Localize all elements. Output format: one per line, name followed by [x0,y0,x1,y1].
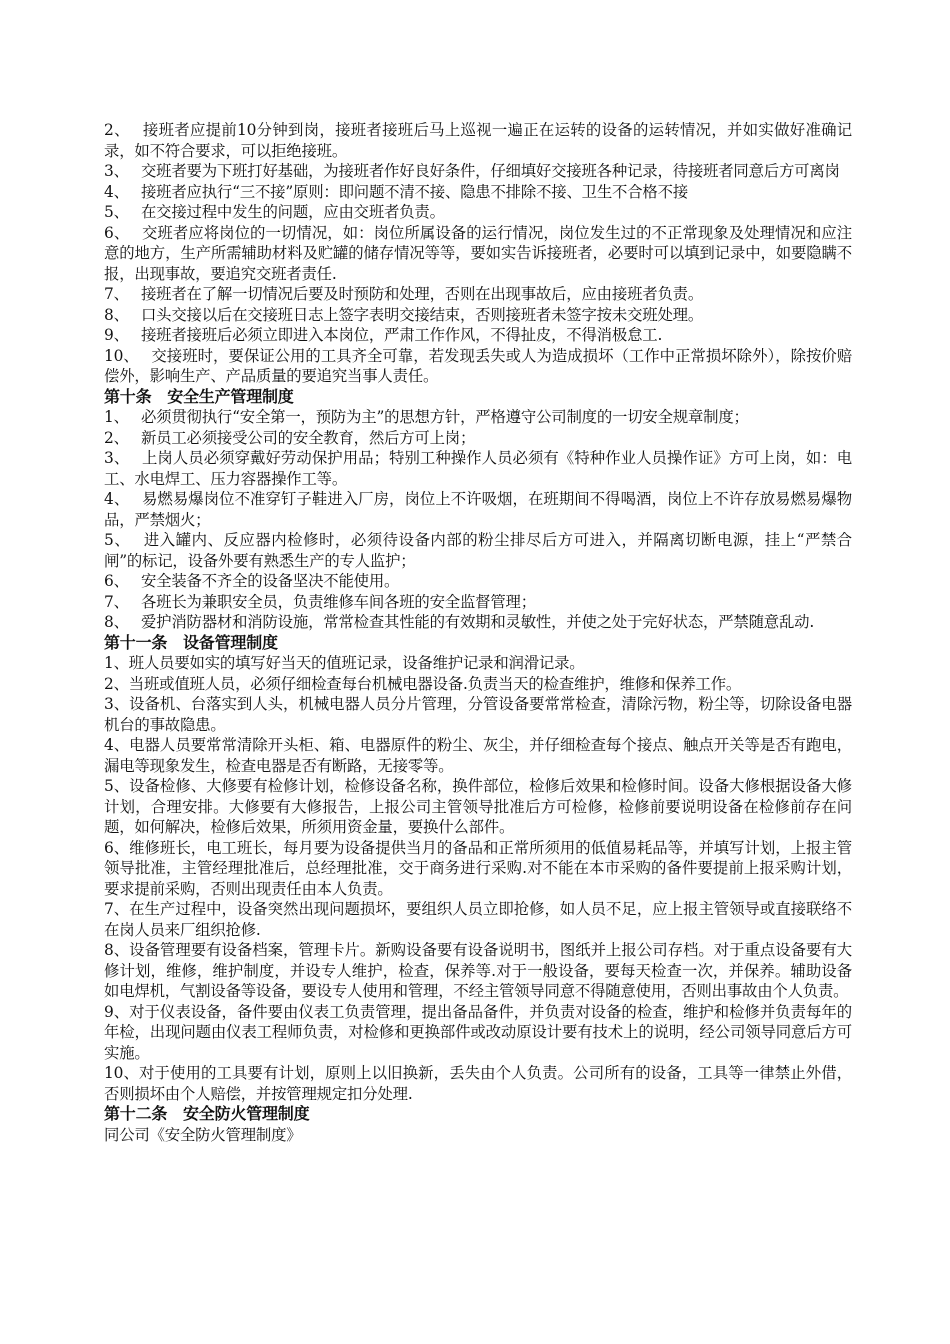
handover-item-2: 2、 接班者应提前10分钟到岗，接班者接班后马上巡视一遍正在运转的设备的运转情况，并如实做好准确记录，如不符合要求，可以拒绝接班。 [104,121,852,160]
equipment-item-1: 1、班人员要如实的填写好当天的值班记录，设备维护记录和润滑记录。 [104,654,585,672]
section-heading: 第十一条 设备管理制度 [104,632,278,652]
handover-item-7: 7、 接班者在了解一切情况后要及时预防和处理，否则在出现事故后，应由接班者负责。 [104,285,704,303]
equipment-item-9: 9、对于仪表设备，备件要由仪表工负责管理，提出备品备件，并负责对设备的检查，维护和检修并负责每年的年检，出现问题由仪表工程师负责，对检修和更换部件或改动原设计要有技术上的说明，经公司领导同意后方可实施。 [104,1002,852,1062]
section-equipment-management [104,633,852,1105]
safety-item-7: 7、 各班长为兼职安全员，负责维修车间各班的安全监督管理； [104,592,536,611]
safety-item-4: 4、 易燃易爆岗位不准穿钉子鞋进入厂房，岗位上不许吸烟，在班期间不得喝酒，岗位上不许存放易燃易爆物品，严禁烟火； [104,490,852,529]
equipment-item-5: 5、设备检修、大修要有检修计划，检修设备名称，换件部位，检修后效果和检修时间。设备大修根据设备大修计划，合理安排。大修要有大修报告，上报公司主管领导批准后方可检修，检修前要说明设备在检修前存在问题，如何解决，检修后效果，所须用资金量，要换什么部件。 [104,777,852,836]
handover-item-3: 3、 交班者要为下班打好基础，为接班者作好良好条件，仔细填好交接班各种记录，待接班者同意后方可离岗 [104,162,840,180]
safety-item-2: 2、 新员工必须接受公司的安全教育，然后方可上岗； [104,428,476,447]
equipment-item-7: 7、在生产过程中，设备突然出现问题损坏，要组织人员立即抢修，如人员不足，应上报主管领导或直接联络不在岗人员来厂组织抢修. [104,900,852,939]
equipment-item-3: 3、设备机、台落实到人头，机械电器人员分片管理，分管设备要常常检查，清除污物，粉尘等，切除设备电器机台的事故隐患。 [104,695,852,734]
fire-safety-item: 同公司《安全防火管理制度》 [104,1125,302,1144]
document-page [104,120,852,1145]
equipment-item-6: 6、维修班长，电工班长，每月要为设备提供当月的备品和正常所须用的低值易耗品等，并填写计划，上报主管领导批准，主管经理批准后，总经理批准，交于商务进行采购.对不能在本市采购的备件要提前上报采购计划，要求提前采购，否则出现责任由本人负责。 [104,838,852,898]
safety-item-8: 8、 爱护消防器材和消防设施，常常检查其性能的有效期和灵敏性，并使之处于完好状态，严禁随意乱动. [104,613,815,631]
section-safety-production [104,387,852,633]
handover-item-8: 8、 口头交接以后在交接班日志上签字表明交接结束，否则接班者未签字按未交班处理。 [104,305,704,324]
equipment-item-8: 8、设备管理要有设备档案，管理卡片。新购设备要有设备说明书，图纸并上报公司存档。对于重点设备要有大修计划，维修，维护制度，并设专人维护，检查，保养等.对于一般设备，要每天检查一次，并保养。辅助设备如电焊机，气割设备等设备，要设专人使用和管理，不经主管领导同意不得随意使用，否则出事故由个人负责。 [104,941,852,1000]
handover-item-9: 9、 接班者接班后必须立即进入本岗位，严肃工作作风，不得扯皮，不得消极怠工. [104,326,663,344]
equipment-item-2: 2、当班或值班人员，必须仔细检查每台机械电器设备.负责当天的检查维护，维修和保养工作。 [104,674,742,693]
safety-item-3: 3、 上岗人员必须穿戴好劳动保护用品；特别工种操作人员必须有《特种作业人员操作证》方可上岗，如：电工、水电焊工、压力容器操作工等。 [104,449,852,488]
equipment-item-4: 4、电器人员要常常清除开头柜、箱、电器原件的粉尘、灰尘，并仔细检查每个接点、触点开关等是否有跑电，漏电等现象发生，检查电器是否有断路，无接零等。 [104,736,852,775]
equipment-item-10: 10、对于使用的工具要有计划，原则上以旧换新，丢失由个人负责。公司所有的设备，工具等一律禁止外借，否则损坏由个人赔偿，并按管理规定扣分处理. [104,1064,852,1103]
safety-item-5: 5、 进入罐内、反应器内检修时，必须待设备内部的粉尘排尽后方可进入，并隔离切断电源，挂上“严禁合闸”的标记，设备外要有熟悉生产的专人监护； [104,531,852,570]
section-heading: 第十二条 安全防火管理制度 [104,1104,310,1123]
section-heading: 第十条 安全生产管理制度 [104,386,294,406]
handover-item-10: 10、 交接班时，要保证公用的工具齐全可靠，若发现丢失或人为造成损坏（工作中正常损坏除外），除按价赔偿外，影响生产、产品质量的要追究当事人责任。 [104,346,852,385]
section-fire-safety [104,1104,852,1145]
section-handover [104,120,852,387]
handover-item-5: 5、 在交接过程中发生的问题，应由交班者负责。 [104,203,445,221]
safety-item-1: 1、 必须贯彻执行“安全第一，预防为主”的思想方针，严格遵守公司制度的一切安全规章制度； [104,408,749,426]
handover-item-6: 6、 交班者应将岗位的一切情况，如：岗位所属设备的运行情况，岗位发生过的不正常现象及处理情况和应注意的地方，生产所需辅助材料及贮罐的储存情况等等，要如实告诉接班者，必要时可以填到记录中，如要隐瞒不报，出现事故，要追究交班者责任. [104,223,852,283]
safety-item-6: 6、 安全装备不齐全的设备坚决不能使用。 [104,572,400,590]
handover-item-4: 4、 接班者应执行“三不接”原则：即问题不清不接、隐患不排除不接、卫生不合格不接 [104,182,688,201]
